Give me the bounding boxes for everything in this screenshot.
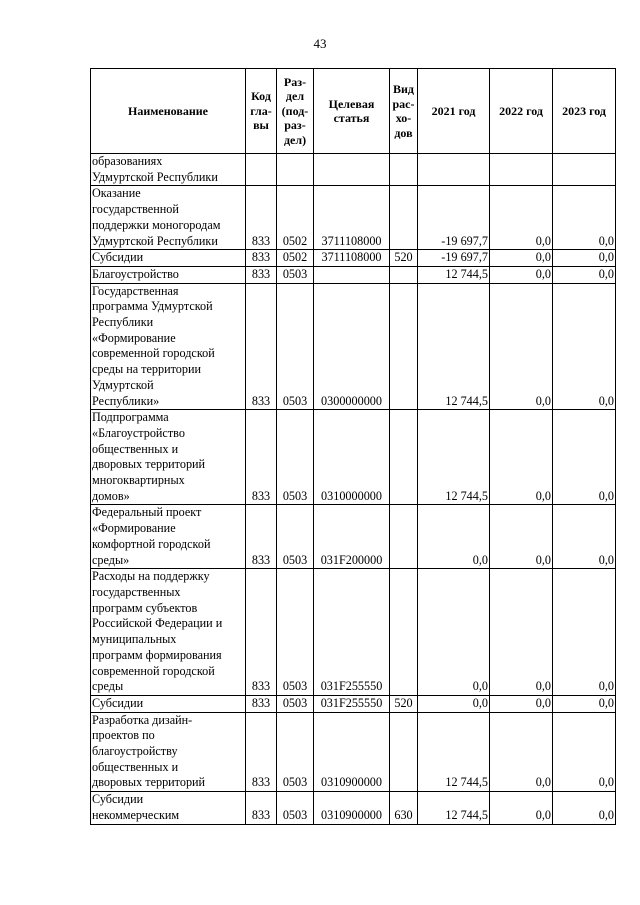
row-article [314,266,390,283]
row-2022 [490,154,553,186]
row-article: 0310900000 [314,792,390,824]
row-2023: 0,0 [553,569,616,696]
row-article: 3711108000 [314,186,390,250]
row-2022: 0,0 [490,266,553,283]
header-article: Целевая статья [314,69,390,154]
row-section: 0502 [277,250,314,267]
row-2023: 0,0 [553,410,616,505]
table-row [91,695,616,712]
row-2021 [418,154,490,186]
row-name: Субсидии [91,695,246,712]
header-2022: 2022 год [490,69,553,154]
row-2023: 0,0 [553,266,616,283]
row-article: 031F200000 [314,505,390,569]
row-2022: 0,0 [490,505,553,569]
row-name: образованиях Удмуртской Республики [91,154,246,186]
table-row [91,569,616,696]
row-code: 833 [246,505,277,569]
row-type [390,186,418,250]
row-article [314,154,390,186]
table-row [91,712,616,792]
row-2021: 12 744,5 [418,410,490,505]
row-2022: 0,0 [490,569,553,696]
table-row [91,410,616,505]
row-article: 0310900000 [314,712,390,792]
row-code: 833 [246,186,277,250]
row-type [390,569,418,696]
row-2022: 0,0 [490,186,553,250]
table-row [91,186,616,250]
row-2023: 0,0 [553,505,616,569]
row-2021: -19 697,7 [418,186,490,250]
row-2021: 12 744,5 [418,283,490,410]
row-2021: 12 744,5 [418,792,490,824]
row-section [277,154,314,186]
row-2022: 0,0 [490,792,553,824]
row-2022: 0,0 [490,283,553,410]
row-type [390,283,418,410]
row-2022: 0,0 [490,410,553,505]
header-2023: 2023 год [553,69,616,154]
row-section: 0503 [277,283,314,410]
row-2022: 0,0 [490,250,553,267]
header-type: Вид рас- хо- дов [390,69,418,154]
row-type: 630 [390,792,418,824]
row-name: Федеральный проект «Формирование комфортной городской среды» [91,505,246,569]
row-name: Благоустройство [91,266,246,283]
row-type [390,712,418,792]
row-name: Субсидии некоммерческим [91,792,246,824]
row-section: 0502 [277,186,314,250]
row-section: 0503 [277,266,314,283]
row-article: 3711108000 [314,250,390,267]
row-2023: 0,0 [553,250,616,267]
table-row [91,505,616,569]
table-row [91,792,616,824]
table-row [91,283,616,410]
row-type: 520 [390,250,418,267]
page-number: 43 [313,36,327,51]
row-2022: 0,0 [490,712,553,792]
table-row [91,250,616,267]
row-article: 031F255550 [314,569,390,696]
row-code: 833 [246,569,277,696]
row-type: 520 [390,695,418,712]
row-name: Подпрограмма «Благоустройство общественных и дворовых территорий многоквартирных домов» [91,410,246,505]
table-header-row [91,69,616,154]
table-body [91,154,616,825]
row-code: 833 [246,410,277,505]
row-name: Субсидии [91,250,246,267]
row-code: 833 [246,792,277,824]
row-name: Оказание государственной поддержки моногородам Удмуртской Республики [91,186,246,250]
row-article: 0300000000 [314,283,390,410]
row-code: 833 [246,712,277,792]
row-2023: 0,0 [553,712,616,792]
row-article: 0310000000 [314,410,390,505]
row-2023 [553,154,616,186]
row-2021: 12 744,5 [418,712,490,792]
row-2023: 0,0 [553,186,616,250]
row-section: 0503 [277,712,314,792]
row-type [390,154,418,186]
row-name: Государственная программа Удмуртской Республики «Формирование современной городской среды на территории Удмуртской Республики» [91,283,246,410]
row-code: 833 [246,250,277,267]
row-2021: -19 697,7 [418,250,490,267]
row-2021: 0,0 [418,695,490,712]
row-2021: 0,0 [418,569,490,696]
row-section: 0503 [277,410,314,505]
row-type [390,266,418,283]
row-article: 031F255550 [314,695,390,712]
header-name: Наименование [91,69,246,154]
row-2023: 0,0 [553,283,616,410]
row-section: 0503 [277,695,314,712]
row-section: 0503 [277,505,314,569]
row-name: Расходы на поддержку государственных программ субъектов Российской Федерации и муниципальных программ формирования современной городской среды [91,569,246,696]
row-code: 833 [246,266,277,283]
header-2021: 2021 год [418,69,490,154]
table-row [91,154,616,186]
row-section: 0503 [277,569,314,696]
row-code: 833 [246,695,277,712]
budget-table [90,68,616,825]
row-2021: 12 744,5 [418,266,490,283]
row-name: Разработка дизайн- проектов по благоустройству общественных и дворовых территорий [91,712,246,792]
row-section: 0503 [277,792,314,824]
row-type [390,505,418,569]
row-2021: 0,0 [418,505,490,569]
row-code: 833 [246,283,277,410]
table-row [91,266,616,283]
header-section: Раз- дел (под- раз- дел) [277,69,314,154]
row-code [246,154,277,186]
row-2022: 0,0 [490,695,553,712]
row-2023: 0,0 [553,792,616,824]
header-code: Код гла- вы [246,69,277,154]
row-type [390,410,418,505]
row-2023: 0,0 [553,695,616,712]
